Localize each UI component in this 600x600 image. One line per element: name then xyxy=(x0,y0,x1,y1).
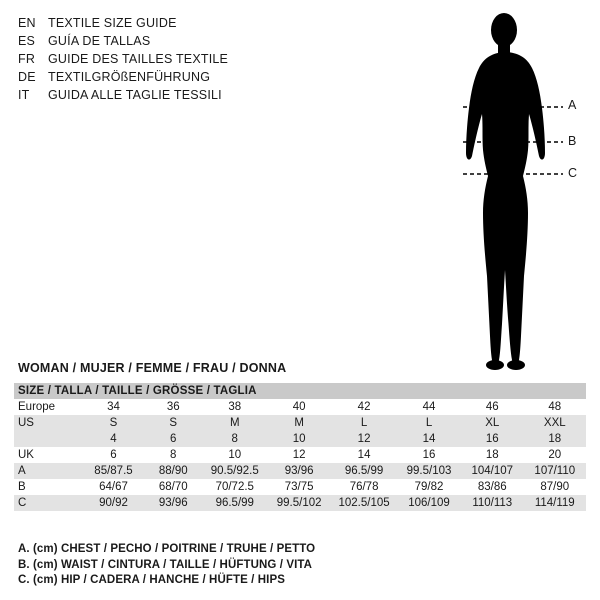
cell: XL xyxy=(461,415,524,431)
cell: 99.5/102 xyxy=(267,495,331,511)
note-waist: B. (cm) WAIST / CINTURA / TAILLE / HÜFTUNG / VITA xyxy=(18,558,313,571)
row-label: Europe xyxy=(14,399,83,415)
cell: 90/92 xyxy=(83,495,145,511)
cell: 18 xyxy=(524,431,586,447)
cell: 44 xyxy=(397,399,461,415)
cell: 85/87.5 xyxy=(83,463,145,479)
cell: 76/78 xyxy=(331,479,397,495)
cell: S xyxy=(144,415,202,431)
row-label: UK xyxy=(14,447,83,463)
cell: 10 xyxy=(202,447,267,463)
table-row xyxy=(14,431,586,447)
cell: 38 xyxy=(202,399,267,415)
measurement-notes xyxy=(18,542,315,589)
cell: 8 xyxy=(144,447,202,463)
row-label: A xyxy=(14,463,83,479)
table-row xyxy=(14,463,586,479)
note-hip: C. (cm) HIP / CADERA / HANCHE / HÜFTE / HIPS xyxy=(18,574,286,586)
language-code: IT xyxy=(18,88,30,102)
cell: 42 xyxy=(331,399,397,415)
cell: 12 xyxy=(331,431,397,447)
table-row xyxy=(14,399,586,415)
cell: 99.5/103 xyxy=(397,463,461,479)
language-row xyxy=(18,88,348,106)
language-list xyxy=(18,16,348,106)
cell: L xyxy=(397,415,461,431)
cell: 93/96 xyxy=(267,463,331,479)
cell: 40 xyxy=(267,399,331,415)
language-text: TEXTILGRÖßENFÜHRUNG xyxy=(48,70,211,84)
size-table xyxy=(14,383,586,511)
cell: 106/109 xyxy=(397,495,461,511)
language-text: GUIDE DES TAILLES TEXTILE xyxy=(48,52,229,66)
row-label: B xyxy=(14,479,83,495)
cell: 20 xyxy=(524,447,586,463)
table-header-row xyxy=(14,383,586,399)
female-silhouette-figure xyxy=(400,8,600,378)
language-code: ES xyxy=(18,34,36,48)
cell: 10 xyxy=(267,431,331,447)
measure-label-c: C xyxy=(568,166,578,180)
table-row xyxy=(14,415,586,431)
table-header-label: SIZE / TALLA / TAILLE / GRÖSSE / TAGLIA xyxy=(14,383,586,399)
language-code: EN xyxy=(18,16,36,30)
language-text: GUIDA ALLE TAGLIE TESSILI xyxy=(48,88,222,102)
cell: S xyxy=(83,415,145,431)
cell: 96.5/99 xyxy=(202,495,267,511)
cell: 14 xyxy=(397,431,461,447)
language-text: GUÍA DE TALLAS xyxy=(48,34,151,48)
cell: 70/72.5 xyxy=(202,479,267,495)
measure-label-b: B xyxy=(568,134,577,148)
table-row xyxy=(14,479,586,495)
silhouette-svg xyxy=(400,8,600,378)
language-code: DE xyxy=(18,70,36,84)
language-row xyxy=(18,70,348,88)
cell: 104/107 xyxy=(461,463,524,479)
cell: 34 xyxy=(83,399,145,415)
cell: 96.5/99 xyxy=(331,463,397,479)
cell: 36 xyxy=(144,399,202,415)
cell: M xyxy=(267,415,331,431)
cell: 83/86 xyxy=(461,479,524,495)
cell: 16 xyxy=(461,431,524,447)
cell: XXL xyxy=(524,415,586,431)
cell: 88/90 xyxy=(144,463,202,479)
language-code: FR xyxy=(18,52,36,66)
cell: 114/119 xyxy=(524,495,586,511)
cell: 46 xyxy=(461,399,524,415)
cell: 6 xyxy=(144,431,202,447)
cell: 18 xyxy=(461,447,524,463)
language-row xyxy=(18,16,348,34)
cell: M xyxy=(202,415,267,431)
language-text: TEXTILE SIZE GUIDE xyxy=(48,16,177,30)
row-label: C xyxy=(14,495,83,511)
table-row xyxy=(14,495,586,511)
section-title-woman: WOMAN / MUJER / FEMME / FRAU / DONNA xyxy=(18,361,287,375)
cell: 110/113 xyxy=(461,495,524,511)
cell: 14 xyxy=(331,447,397,463)
table-row xyxy=(14,447,586,463)
cell: 6 xyxy=(83,447,145,463)
cell: 12 xyxy=(267,447,331,463)
row-label: US xyxy=(14,415,83,431)
cell: 79/82 xyxy=(397,479,461,495)
measure-label-a: A xyxy=(568,98,577,112)
cell: 64/67 xyxy=(83,479,145,495)
cell: 87/90 xyxy=(524,479,586,495)
cell: 68/70 xyxy=(144,479,202,495)
cell: 48 xyxy=(524,399,586,415)
row-label xyxy=(14,431,83,447)
cell: 107/110 xyxy=(524,463,586,479)
cell: 93/96 xyxy=(144,495,202,511)
cell: L xyxy=(331,415,397,431)
cell: 90.5/92.5 xyxy=(202,463,267,479)
language-row xyxy=(18,34,348,52)
cell: 102.5/105 xyxy=(331,495,397,511)
cell: 4 xyxy=(83,431,145,447)
language-row xyxy=(18,52,348,70)
cell: 8 xyxy=(202,431,267,447)
cell: 73/75 xyxy=(267,479,331,495)
cell: 16 xyxy=(397,447,461,463)
note-chest: A. (cm) CHEST / PECHO / POITRINE / TRUHE / PETTO xyxy=(18,543,316,555)
